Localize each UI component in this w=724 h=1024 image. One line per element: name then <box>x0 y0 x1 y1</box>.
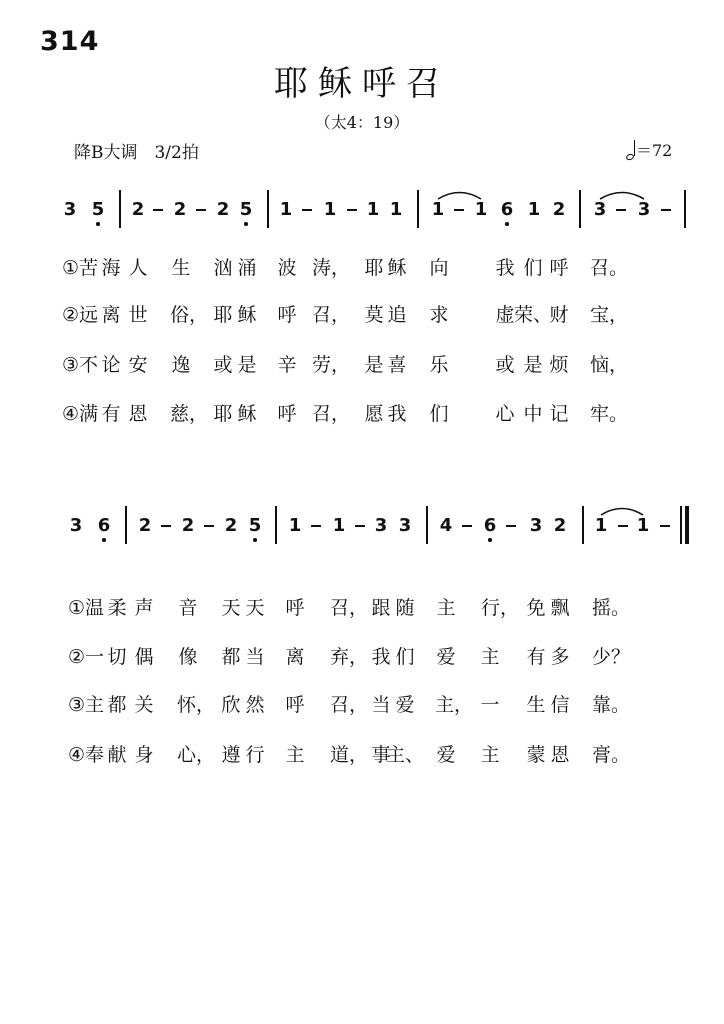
note: 2 <box>216 199 230 220</box>
lyric-word: 欣 <box>221 694 241 716</box>
lyric-word: 主， <box>434 694 474 716</box>
lyric-line <box>0 256 724 282</box>
lyric-word: 恼， <box>589 354 629 376</box>
note: 6 <box>97 515 111 536</box>
lyric-word: 汹 <box>213 257 233 279</box>
lyric-word: 呼 <box>277 304 297 326</box>
lyric-word: 行 <box>245 744 265 766</box>
half-note-icon <box>626 140 636 160</box>
lyric-word: 天 <box>245 597 265 619</box>
note: 3 <box>398 515 412 536</box>
note: 3 <box>529 515 543 536</box>
lyric-line <box>0 402 724 428</box>
lyric-word: 们 <box>523 257 543 279</box>
lower-octave-dot <box>505 222 509 226</box>
lyric-word: 飘 <box>550 597 570 619</box>
lyric-word: 我 <box>495 257 515 279</box>
lyric-word: 心 <box>495 403 515 425</box>
lyric-word: 向 <box>429 257 449 279</box>
note: 4 <box>439 515 453 536</box>
lyric-word: 宝， <box>589 304 629 326</box>
lyric-word: 生 <box>526 694 546 716</box>
note: 1 <box>366 199 380 220</box>
lyric-word: 召。 <box>589 257 629 279</box>
lyric-word: 稣 <box>237 304 257 326</box>
lyric-word: 安 <box>128 354 148 376</box>
lyric-word: 信 <box>550 694 570 716</box>
sustain-dash <box>347 209 357 211</box>
note: 1 <box>636 515 650 536</box>
lyric-word: 有 <box>526 646 546 668</box>
lyric-line <box>0 743 724 769</box>
sustain-dash <box>161 525 171 527</box>
lyric-word: 恩 <box>550 744 570 766</box>
barline <box>267 190 269 228</box>
lyric-word: 爱 <box>395 694 415 716</box>
sustain-dash <box>660 525 670 527</box>
lyric-word: 召， <box>329 694 369 716</box>
lyric-word: 辛 <box>277 354 297 376</box>
lyric-word: 免 <box>526 597 546 619</box>
lyric-word: 随 <box>395 597 415 619</box>
sustain-dash <box>462 525 472 527</box>
lyric-word: 爱 <box>436 646 456 668</box>
barline <box>684 190 686 228</box>
lyric-word: 呼 <box>285 694 305 716</box>
lyric-word: 稣 <box>237 403 257 425</box>
lyric-word: 都 <box>107 694 127 716</box>
note: 1 <box>288 515 302 536</box>
lyric-word: 我 <box>371 646 391 668</box>
lyric-word: 声 <box>134 597 154 619</box>
lyric-word: 主、 <box>385 744 425 766</box>
lyric-word: 怀， <box>176 694 216 716</box>
lyric-word: 弃， <box>329 646 369 668</box>
lyric-word: 事 <box>371 744 391 766</box>
lyric-word: 召， <box>311 304 351 326</box>
lyric-word: 像 <box>178 646 198 668</box>
lyric-word: 呼 <box>549 257 569 279</box>
note: 2 <box>131 199 145 220</box>
lyric-word: 身 <box>134 744 154 766</box>
lyric-word: 耶 <box>213 304 233 326</box>
hymn-number: 314 <box>40 26 100 57</box>
sustain-dash <box>311 525 321 527</box>
final-barline <box>680 506 682 544</box>
lyric-word: 跟 <box>371 597 391 619</box>
lyric-word: 乐 <box>429 354 449 376</box>
lyric-word: 离 <box>101 304 121 326</box>
sustain-dash <box>454 209 464 211</box>
note: 1 <box>594 515 608 536</box>
lyric-word: 行， <box>480 597 520 619</box>
barline <box>579 190 581 228</box>
note: 2 <box>552 199 566 220</box>
note: 2 <box>181 515 195 536</box>
lower-octave-dot <box>488 538 492 542</box>
tie-arc <box>601 506 643 516</box>
lower-octave-dot <box>244 222 248 226</box>
lyric-word: 稣 <box>387 257 407 279</box>
lyric-line <box>0 303 724 329</box>
lyric-word: 是 <box>523 354 543 376</box>
lyric-word: 涌 <box>237 257 257 279</box>
lyric-word: 中 <box>523 403 543 425</box>
lyric-word: 离 <box>285 646 305 668</box>
lyric-word: 一 <box>480 694 500 716</box>
note: 3 <box>63 199 77 220</box>
lyric-word: 然 <box>245 694 265 716</box>
sustain-dash <box>661 209 671 211</box>
lyric-word: 天 <box>221 597 241 619</box>
note: 6 <box>500 199 514 220</box>
lyric-word: ③主 <box>68 694 105 716</box>
lyric-word: 或 <box>213 354 233 376</box>
sustain-dash <box>618 525 628 527</box>
lyric-word: 追 <box>387 304 407 326</box>
lyric-word: 都 <box>221 646 241 668</box>
lyric-word: 耶 <box>364 257 384 279</box>
lyric-word: 心， <box>176 744 216 766</box>
lower-octave-dot <box>96 222 100 226</box>
note: 5 <box>239 199 253 220</box>
tie-arc <box>600 190 644 200</box>
note: 1 <box>527 199 541 220</box>
lyric-word: 们 <box>429 403 449 425</box>
lyric-word: 逸 <box>171 354 191 376</box>
lyric-word: 波 <box>277 257 297 279</box>
sustain-dash <box>355 525 365 527</box>
lyric-word: 或 <box>495 354 515 376</box>
lyric-word: 我 <box>387 403 407 425</box>
notation-row <box>0 190 724 230</box>
lyric-word: 切 <box>107 646 127 668</box>
notation-row <box>0 506 724 546</box>
lyric-line <box>0 693 724 719</box>
lyric-word: 俗， <box>169 304 209 326</box>
note: 3 <box>69 515 83 536</box>
scripture-reference: （太4：19） <box>314 113 410 132</box>
lyric-word: 道， <box>329 744 369 766</box>
barline <box>417 190 419 228</box>
lyric-line <box>0 596 724 622</box>
note: 2 <box>138 515 152 536</box>
lyric-word: 喜 <box>387 354 407 376</box>
barline <box>426 506 428 544</box>
lyric-word: 们 <box>395 646 415 668</box>
lyric-line <box>0 353 724 379</box>
lyric-word: ①苦 <box>62 257 99 279</box>
lyric-word: 当 <box>371 694 391 716</box>
lyric-word: 音 <box>178 597 198 619</box>
note: 2 <box>224 515 238 536</box>
lyric-word: 生 <box>171 257 191 279</box>
lyric-word: 少？ <box>591 646 631 668</box>
note: 6 <box>483 515 497 536</box>
lyric-word: 主 <box>436 597 456 619</box>
lyric-word: 记 <box>549 403 569 425</box>
lyric-word: ②远 <box>62 304 99 326</box>
lyric-word: 主 <box>285 744 305 766</box>
lyric-word: 是 <box>364 354 384 376</box>
sustain-dash <box>302 209 312 211</box>
sustain-dash <box>153 209 163 211</box>
note: 1 <box>474 199 488 220</box>
lyric-word: 是 <box>237 354 257 376</box>
lyric-word: 膏。 <box>591 744 631 766</box>
note: 5 <box>248 515 262 536</box>
lower-octave-dot <box>253 538 257 542</box>
lyric-word: 召， <box>329 597 369 619</box>
lyric-word: 爱 <box>436 744 456 766</box>
note: 2 <box>553 515 567 536</box>
lyric-word: 呼 <box>277 403 297 425</box>
note: 1 <box>323 199 337 220</box>
lyric-word: 献 <box>107 744 127 766</box>
note: 1 <box>279 199 293 220</box>
sustain-dash <box>196 209 206 211</box>
tempo-marking <box>626 138 672 161</box>
lyric-word: 涛， <box>311 257 351 279</box>
note: 1 <box>332 515 346 536</box>
lyric-word: 莫 <box>364 304 384 326</box>
sustain-dash <box>506 525 516 527</box>
lyric-word: ③不 <box>62 354 99 376</box>
lyric-word: 关 <box>134 694 154 716</box>
note: 1 <box>431 199 445 220</box>
lyric-word: ②一 <box>68 646 105 668</box>
lyric-word: 世 <box>128 304 148 326</box>
lyric-word: 牢。 <box>589 403 629 425</box>
lyric-word: 论 <box>101 354 121 376</box>
note: 5 <box>91 199 105 220</box>
lyric-word: 召， <box>311 403 351 425</box>
lyric-word: ①温 <box>68 597 105 619</box>
lyric-word: 呼 <box>285 597 305 619</box>
lyric-word: 主 <box>480 646 500 668</box>
note: 3 <box>637 199 651 220</box>
lyric-word: 偶 <box>134 646 154 668</box>
lyric-word: 劳， <box>311 354 351 376</box>
lyric-word: 求 <box>429 304 449 326</box>
lyric-word: 荣、 <box>513 304 553 326</box>
sustain-dash <box>616 209 626 211</box>
lyric-word: 遵 <box>221 744 241 766</box>
lyric-word: 恩 <box>128 403 148 425</box>
lyric-word: ④奉 <box>68 744 105 766</box>
key-and-time-signature: 降B大调 3/2拍 <box>74 143 199 163</box>
lyric-word: 摇。 <box>591 597 631 619</box>
lyric-word: 烦 <box>549 354 569 376</box>
note: 1 <box>389 199 403 220</box>
note: 2 <box>173 199 187 220</box>
lyric-word: 主 <box>480 744 500 766</box>
lyric-word: 愿 <box>364 403 384 425</box>
lyric-line <box>0 645 724 671</box>
sustain-dash <box>204 525 214 527</box>
lyric-word: 耶 <box>213 403 233 425</box>
lyric-word: 有 <box>101 403 121 425</box>
barline <box>582 506 584 544</box>
lyric-word: 财 <box>549 304 569 326</box>
lyric-word: 海 <box>101 257 121 279</box>
barline <box>125 506 127 544</box>
lower-octave-dot <box>102 538 106 542</box>
lyric-word: ④满 <box>62 403 99 425</box>
lyric-word: 当 <box>245 646 265 668</box>
lyric-word: 慈， <box>169 403 209 425</box>
lyric-word: 多 <box>550 646 570 668</box>
lyric-word: 柔 <box>107 597 127 619</box>
note: 3 <box>593 199 607 220</box>
lyric-word: 虚 <box>495 304 515 326</box>
barline <box>275 506 277 544</box>
tie-arc <box>438 190 481 200</box>
final-barline-thick <box>685 506 689 544</box>
lyric-word: 人 <box>128 257 148 279</box>
lyric-word: 蒙 <box>526 744 546 766</box>
barline <box>119 190 121 228</box>
hymn-title: 耶稣呼召 <box>274 64 450 104</box>
note: 3 <box>374 515 388 536</box>
tempo-value: ＝72 <box>636 141 673 160</box>
lyric-word: 靠。 <box>591 694 631 716</box>
